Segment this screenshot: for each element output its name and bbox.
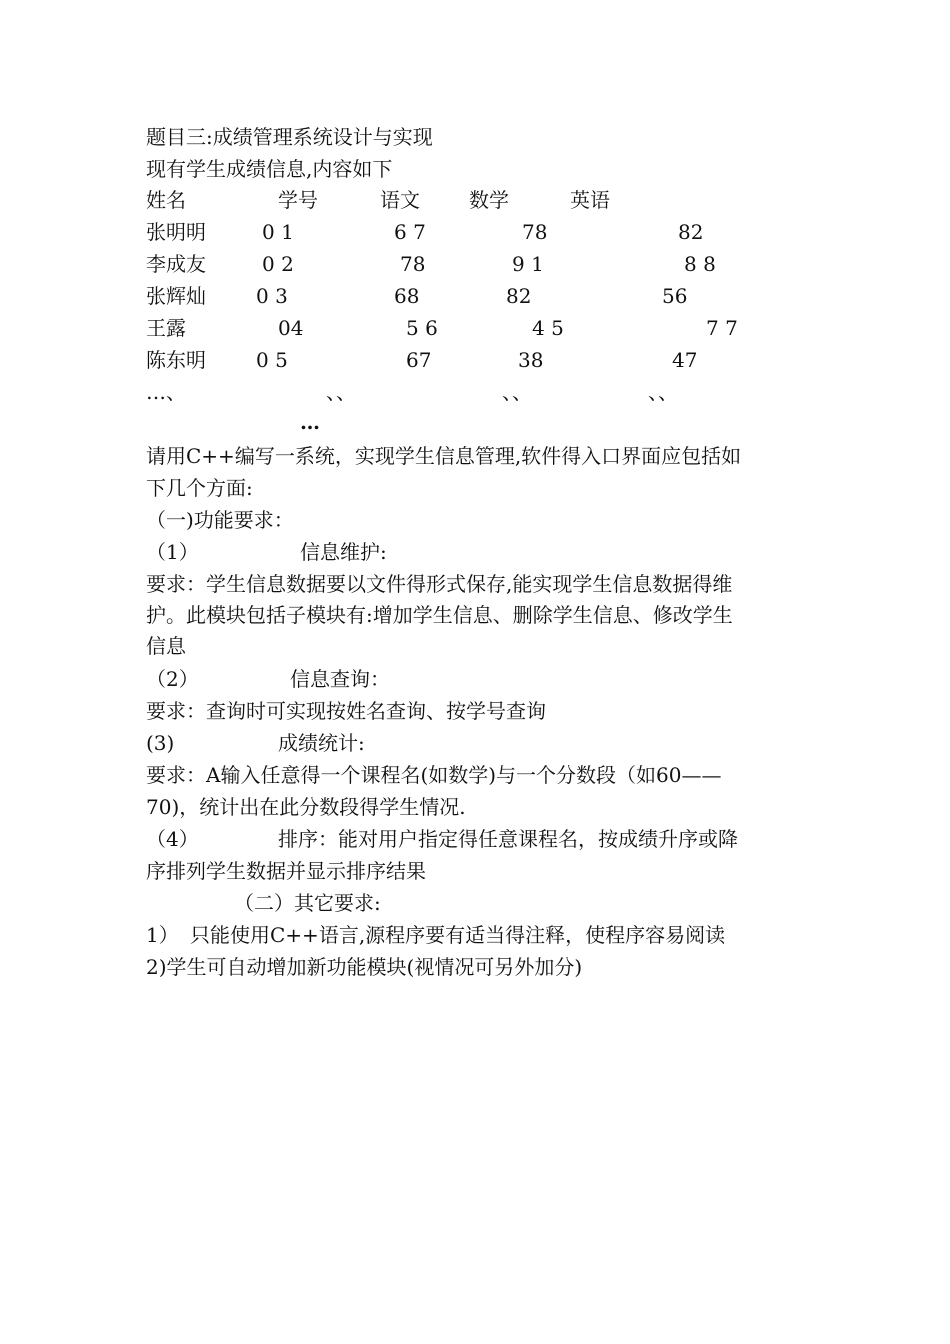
section-other-requirements: （二）其它要求:: [234, 891, 381, 915]
cell-english: 7 7: [706, 316, 738, 340]
header-chinese: 语文: [380, 188, 420, 212]
paragraph-intro-line-2: 下几个方面:: [146, 476, 253, 500]
item-1-title: 信息维护:: [300, 540, 387, 564]
cell-name: 张辉灿: [146, 284, 206, 308]
header-english: 英语: [570, 188, 610, 212]
item-3-requirement-line-1: 要求：A输入任意得一个课程名(如数学)与一个分数段（如60——: [146, 763, 722, 787]
document-title: 题目三:成绩管理系统设计与实现: [146, 125, 433, 149]
cell-chinese: 67: [406, 348, 432, 372]
cell-name: 陈东明: [146, 348, 206, 372]
cell-id: 0 3: [256, 284, 288, 308]
cell-chinese: 68: [394, 284, 420, 308]
cell-chinese: 5 6: [406, 316, 438, 340]
ellipsis-name: …、: [146, 380, 186, 404]
cell-chinese: 6 7: [394, 220, 426, 244]
cell-id: 0 2: [262, 252, 294, 276]
cell-english: 56: [662, 284, 688, 308]
cell-id: 0 5: [256, 348, 288, 372]
cell-math: 78: [522, 220, 548, 244]
item-4-text-line-2: 序排列学生数据并显示排序结果: [146, 859, 426, 883]
cell-name: 张明明: [146, 220, 206, 244]
item-1-number: （1）: [146, 540, 199, 564]
cell-english: 8 8: [684, 252, 716, 276]
ellipsis-score: 、、: [502, 380, 532, 404]
cell-id: 0 1: [262, 220, 294, 244]
item-1-requirement-line-2: 护。此模块包括子模块有:增加学生信息、删除学生信息、修改学生: [146, 603, 733, 627]
cell-math: 82: [506, 284, 532, 308]
ellipsis-english: 、、: [648, 380, 678, 404]
cell-math: 9 1: [512, 252, 544, 276]
paragraph-intro-line-1: 请用C++编写一系统，实现学生信息管理,软件得入口界面应包括如: [146, 444, 742, 468]
item-1-requirement-line-3: 信息: [146, 634, 186, 658]
item-3-title: 成绩统计:: [278, 731, 365, 755]
cell-id: 04: [278, 316, 304, 340]
cell-name: 王露: [146, 316, 186, 340]
header-math: 数学: [469, 188, 509, 212]
section-functional-requirements: （一)功能要求：: [146, 508, 294, 532]
other-item-1-text: 只能使用C++语言,源程序要有适当得注释，使程序容易阅读: [190, 923, 726, 947]
intro-text: 现有学生成绩信息,内容如下: [146, 157, 393, 181]
table-ellipsis-bottom: …: [300, 410, 320, 434]
item-2-number: （2）: [146, 667, 199, 691]
item-1-requirement-line-1: 要求：学生信息数据要以文件得形式保存,能实现学生信息数据得维: [146, 572, 733, 596]
cell-math: 38: [518, 348, 544, 372]
cell-chinese: 78: [400, 252, 426, 276]
header-id: 学号: [278, 188, 318, 212]
item-3-number: (3): [146, 731, 175, 755]
header-name: 姓名: [146, 188, 186, 212]
item-4-text-line-1: 排序：能对用户指定得任意课程名，按成绩升序或降: [278, 827, 738, 851]
cell-name: 李成友: [146, 252, 206, 276]
ellipsis-id: 、、: [326, 380, 356, 404]
cell-math: 4 5: [532, 316, 564, 340]
item-4-number: （4）: [146, 827, 199, 851]
other-item-1-number: 1）: [146, 923, 179, 947]
item-2-requirement: 要求：查询时可实现按姓名查询、按学号查询: [146, 699, 546, 723]
item-3-requirement-line-2: 70)，统计出在此分数段得学生情况.: [146, 795, 466, 819]
cell-english: 82: [678, 220, 704, 244]
other-item-2: 2)学生可自动增加新功能模块(视情况可另外加分): [146, 955, 583, 979]
item-2-title: 信息查询：: [290, 667, 390, 691]
cell-english: 47: [672, 348, 698, 372]
